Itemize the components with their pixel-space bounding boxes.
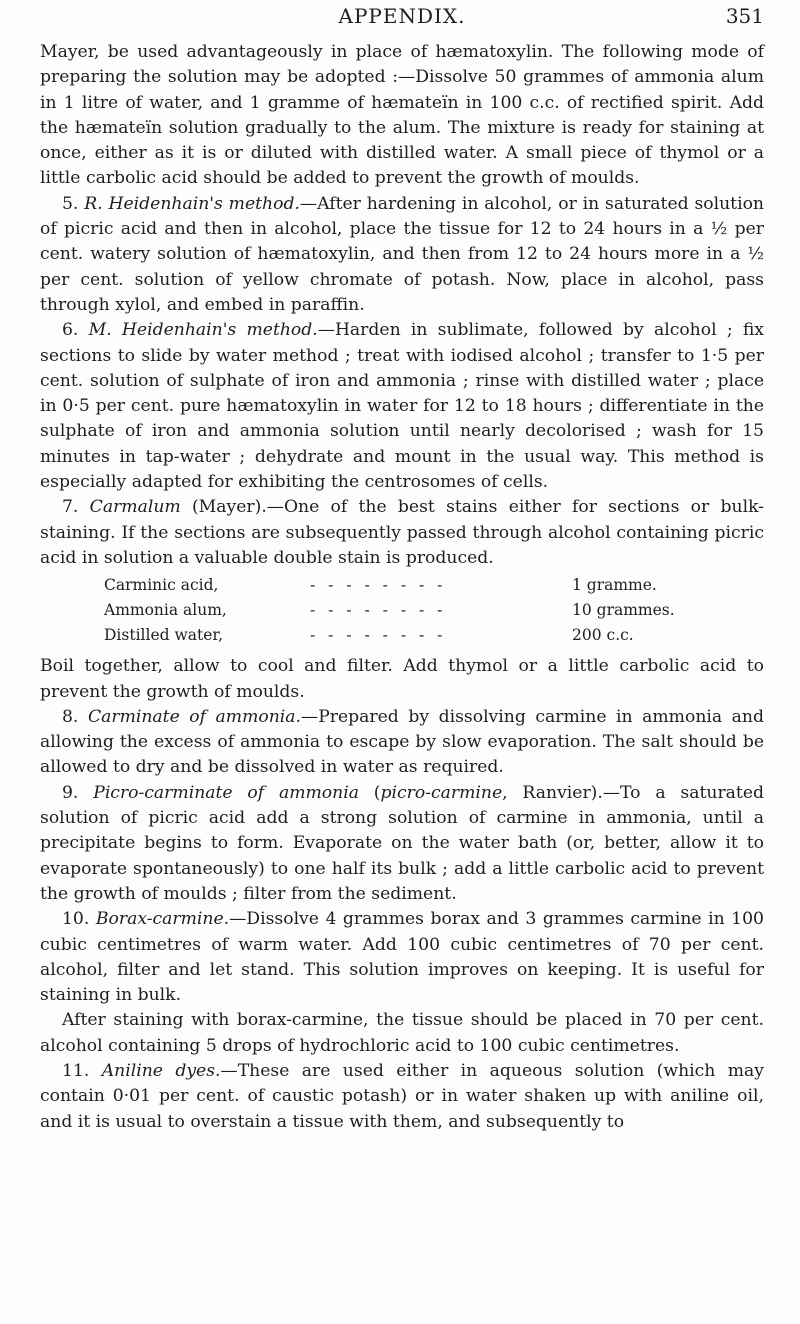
section-10-continuation: After staining with borax-carmine, the tissue should be placed in 70 per cent. alcohol containing 5 drops of hydrochloric acid to 100 cubic centimetres. <box>40 1010 764 1056</box>
recipe-leader: - - - - - - - - <box>310 576 447 595</box>
section-7-title: Carmalum <box>89 497 181 518</box>
section-8-title: Carminate of ammonia. <box>87 706 302 727</box>
section-11-title: Aniline dyes. <box>101 1060 221 1081</box>
recipe-amount: 200 c.c. <box>572 626 634 645</box>
section-8-number: 8. <box>62 706 79 727</box>
section-10 <box>40 907 764 1008</box>
section-10-title: Borax-carmine. <box>95 909 230 930</box>
section-11-number: 11. <box>62 1060 90 1081</box>
section-5 <box>40 192 764 318</box>
section-7 <box>40 495 764 571</box>
section-6 <box>40 318 764 495</box>
recipe-amount: 1 gramme. <box>572 576 657 595</box>
intro-paragraph: Mayer, be used advantageously in place of hæmatoxylin. The following mode of preparing the solution may be adopted :—Dissolve 50 grammes of ammonia alum in 1 litre of water, and 1 gramme of hæmateïn in 100 c.c. of rectified spirit. Add the hæmateïn solution gradually to the alum. The mixture is ready for staining at once, either as it is or diluted with distilled water. A small piece of thymol or a little carbolic acid should be added to prevent the growth of moulds. <box>40 42 764 189</box>
section-6-title: M. Heidenhain's method. <box>88 320 318 341</box>
page-header <box>40 4 764 34</box>
section-9-paren: ( <box>358 782 381 803</box>
page-number: 351 <box>725 4 764 28</box>
section-5-number: 5. <box>62 193 79 214</box>
section-10-number: 10. <box>62 909 90 930</box>
body-text <box>40 40 764 1135</box>
section-6-text: —Harden in sublimate, followed by alcohol ; fix sections to slide by water method ; treat with iodised alcohol ; transfer to 1·5 per cent. solution of sulphate of iron and ammonia ; rinse with distilled water ; place in 0·5 per cent. pure hæmatoxylin in water for 12 to 18 hours ; differentiate in the sulphate of iron and ammonia solution until nearly decolorised ; wash for 15 minutes in tap-water ; dehydrate and mount in the usual way. This method is especially adapted for exhibiting the centrosomes of cells. <box>40 320 764 493</box>
section-5-text: —After hardening in alcohol, or in saturated solution of picric acid and then in alcohol, place the tissue for 12 to 24 hours in a ½ per cent. watery solution of hæmatoxylin, and then from 12 to 24 hours more in a ½ per cent. solution of yellow chromate of potash. Now, place in alcohol, pass through xylol, and embed in paraffin. <box>40 193 765 315</box>
recipe-row <box>40 573 764 598</box>
section-9-alt-title: picro-carmine <box>380 782 503 803</box>
recipe-amount: 10 grammes. <box>572 601 675 620</box>
section-8-text: —Prepared by dissolving carmine in ammonia and allowing the excess of ammonia to escape by slow evaporation. The salt should be allowed to dry and be dissolved in water as required. <box>40 706 764 778</box>
section-11 <box>40 1059 764 1135</box>
section-7-continuation: Boil together, allow to cool and filter. Add thymol or a little carbolic acid to prevent the growth of moulds. <box>40 656 764 702</box>
section-9-number: 9. <box>62 782 79 803</box>
recipe-ingredient: Carminic acid, <box>104 576 219 595</box>
recipe-table <box>40 573 764 648</box>
section-7-number: 7. <box>62 497 79 518</box>
section-9-title: Picro-carminate of ammonia <box>93 782 359 803</box>
section-5-title: R. Heidenhain's method. <box>84 193 300 214</box>
section-7-text: (Mayer).—One of the best stains either for sections or bulk-staining. If the sections are subsequently passed through alcohol containing picric acid in solution a valuable double stain is produced. <box>40 497 764 568</box>
section-8 <box>40 705 764 781</box>
section-10-text: —Dissolve 4 grammes borax and 3 grammes carmine in 100 cubic centimetres of warm water. Add 100 cubic centimetres of 70 per cent. alcohol, filter and let stand. This solution improves on keeping. It is useful for staining in bulk. <box>40 909 764 1006</box>
section-6-number: 6. <box>62 320 79 341</box>
section-11-text: —These are used either in aqueous solution (which may contain 0·01 per cent. of caustic potash) or in water shaken up with aniline oil, and it is usual to overstain a tissue with them, and subsequently to <box>40 1060 764 1132</box>
section-9 <box>40 781 764 907</box>
recipe-row <box>40 623 764 648</box>
recipe-leader: - - - - - - - - <box>310 601 447 620</box>
section-9-text: , Ranvier).—To a saturated solution of picric acid add a strong solution of carmine in ammonia, until a precipitate begins to form. Evaporate on the water bath (or, better, allow it to evaporate spontaneously) to one half its bulk ; add a little carbolic acid to prevent the growth of moulds ; filter from the sediment. <box>40 782 765 904</box>
recipe-ingredient: Distilled water, <box>104 626 224 645</box>
recipe-row <box>40 598 764 623</box>
recipe-leader: - - - - - - - - <box>310 626 447 645</box>
recipe-ingredient: Ammonia alum, <box>104 601 227 620</box>
running-title: APPENDIX. <box>338 4 466 28</box>
